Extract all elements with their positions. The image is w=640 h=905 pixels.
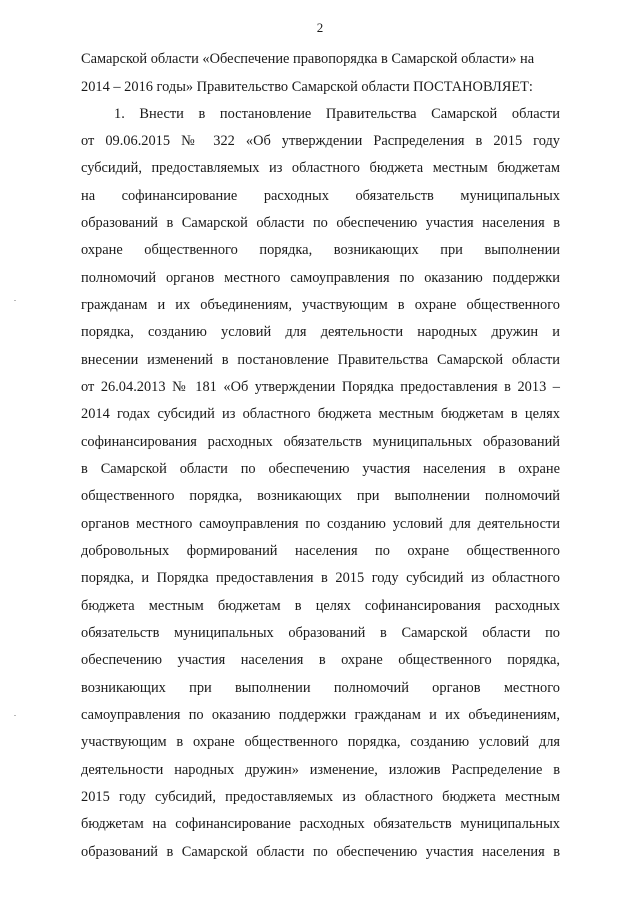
text-line: софинансирования расходных обязательств муниципальных образований — [81, 434, 560, 450]
page-number: 2 — [316, 20, 324, 35]
text-line: на софинансирование расходных обязательств муниципальных — [81, 188, 560, 204]
scan-margin-mark — [14, 715, 16, 716]
text-line: образований в Самарской области по обеспечению участия населения в — [81, 844, 560, 860]
text-line: органов местного самоуправления по созданию условий для деятельности — [81, 516, 560, 532]
text-line: от 09.06.2015 № 322 «Об утверждении Распределения в 2015 году — [81, 133, 560, 149]
text-line: полномочий органов местного самоуправления по оказанию поддержки — [81, 270, 560, 286]
text-line: самоуправления по оказанию поддержки гражданам и их объединениям, — [81, 707, 560, 723]
text-line: деятельности народных дружин» изменение, изложив Распределение в — [81, 762, 560, 778]
text-line: порядка, созданию условий для деятельности народных дружин и — [81, 324, 560, 340]
text-line: внесении изменений в постановление Правительства Самарской области — [81, 352, 560, 368]
scan-margin-mark — [14, 300, 16, 301]
text-line: общественного порядка, возникающих при выполнении полномочий — [81, 488, 560, 504]
text-line: 1. Внести в постановление Правительства Самарской области — [114, 106, 560, 122]
text-line: обеспечению участия населения в охране общественного порядка, — [81, 652, 560, 668]
text-line: 2015 году субсидий, предоставляемых из областного бюджета местным — [81, 789, 560, 805]
text-line: добровольных формирований населения по охране общественного — [81, 543, 560, 559]
text-line: обязательств муниципальных образований в Самарской области по — [81, 625, 560, 641]
text-line: в Самарской области по обеспечению участия населения в охране — [81, 461, 560, 477]
text-line: бюджета местным бюджетам в целях софинансирования расходных — [81, 598, 560, 614]
text-line: бюджетам на софинансирование расходных обязательств муниципальных — [81, 816, 560, 832]
text-line: субсидий, предоставляемых из областного бюджета местным бюджетам — [81, 160, 560, 176]
text-line: гражданам и их объединениям, участвующим в охране общественного — [81, 297, 560, 313]
text-line: возникающих при выполнении полномочий органов местного — [81, 680, 560, 696]
text-line: порядка, и Порядка предоставления в 2015 году субсидий из областного — [81, 570, 560, 586]
text-line: Самарской области «Обеспечение правопорядка в Самарской области» на — [81, 51, 535, 67]
text-line: охране общественного порядка, возникающих при выполнении — [81, 242, 560, 258]
text-line: участвующим в охране общественного порядка, созданию условий для — [81, 734, 560, 750]
text-line: образований в Самарской области по обеспечению участия населения в — [81, 215, 560, 231]
text-line: 2014 – 2016 годы» Правительство Самарской области ПОСТАНОВЛЯЕТ: — [81, 79, 533, 95]
text-line: 2014 годах субсидий из областного бюджета местным бюджетам в целях — [81, 406, 560, 422]
text-line: от 26.04.2013 № 181 «Об утверждении Порядка предоставления в 2013 – — [81, 379, 560, 395]
